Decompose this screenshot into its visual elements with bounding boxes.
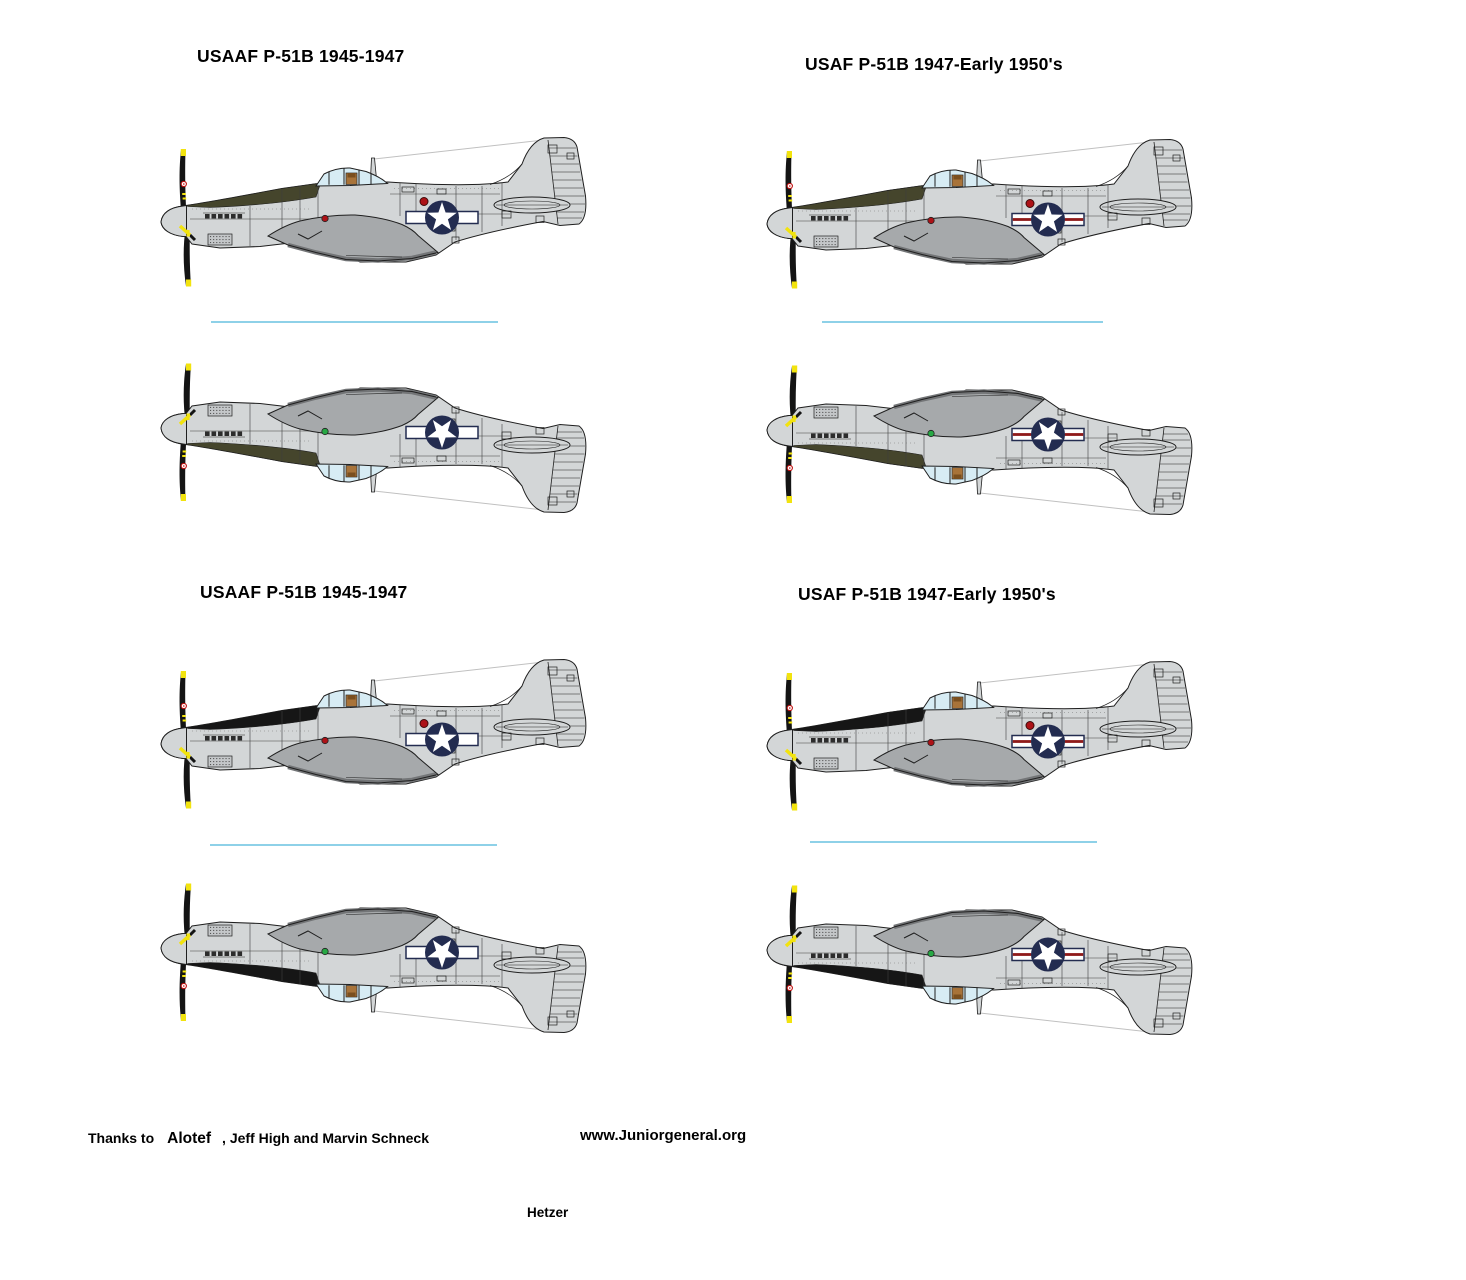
fold-line: [210, 844, 497, 846]
website-credit: www.Juniorgeneral.org: [580, 1127, 747, 1144]
p51b-profile-upright-drawing: [756, 642, 1226, 822]
quadrant-title-top-left: USAAF P-51B 1945-1947: [197, 46, 405, 66]
fold-line: [810, 841, 1097, 843]
thanks-prefix: Thanks to: [88, 1130, 155, 1146]
credits-line: [88, 1130, 429, 1148]
p51b-profile-inverted-drawing: [756, 354, 1226, 534]
p51b-profile-upright-drawing: [150, 640, 620, 820]
p51b-profile-inverted-drawing: [756, 874, 1226, 1054]
p51b-profile-inverted-drawing: [150, 872, 620, 1052]
author-credit: Hetzer: [527, 1205, 569, 1220]
contributors-rest: , Jeff High and Marvin Schneck: [222, 1130, 429, 1146]
p51b-profile-inverted-drawing: [150, 352, 620, 532]
quadrant-title-bottom-right: USAF P-51B 1947-Early 1950's: [798, 584, 1056, 604]
contributor-name: Alotef: [167, 1130, 212, 1147]
quadrant-title-top-right: USAF P-51B 1947-Early 1950's: [805, 54, 1063, 74]
quadrant-title-bottom-left: USAAF P-51B 1945-1947: [200, 582, 408, 602]
p51b-profile-upright-drawing: [756, 120, 1226, 300]
fold-line: [211, 321, 498, 323]
fold-line: [822, 321, 1103, 323]
p51b-profile-upright-drawing: [150, 118, 620, 298]
